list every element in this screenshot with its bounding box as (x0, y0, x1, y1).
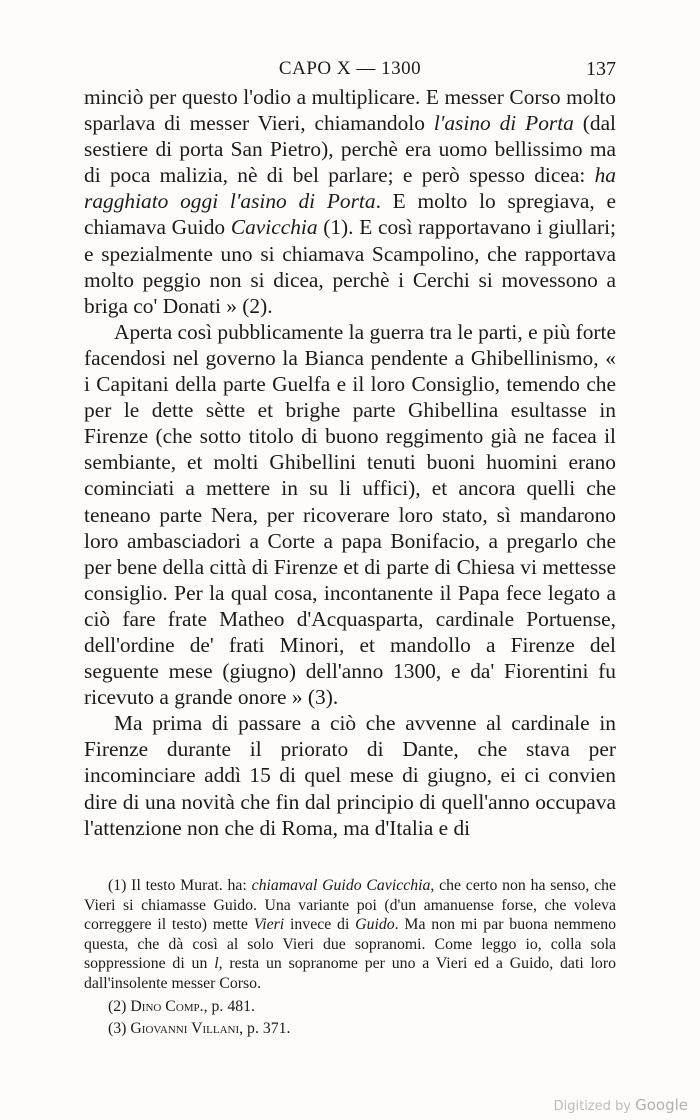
digitization-watermark: Digitized by Google (553, 1096, 688, 1114)
footnotes (84, 876, 616, 1039)
footnote-2: (2) Dino Comp., p. 481. (108, 997, 255, 1015)
footnote-1: (1) Il testo Murat. ha: chiamaval Guido Cavicchia, che certo non ha senso, che Vieri si chiamasse Guido. Una variante poi (d'un amanuense forse, che voleva correggere il testo) mette Vieri invece di Guido. Ma non mi par buona nemmeno questa, che dà così al solo Vieri due sopranomi. Come leggo io, colla sola soppressione di un l, resta un sopranome per uno a Vieri ed a Guido, dati loro dall'insolente messer Corso. (84, 877, 617, 992)
main-text (84, 84, 616, 841)
page-number: 137 (586, 58, 616, 80)
google-logo: Google (635, 1096, 688, 1114)
paragraph-1: minciò per questo l'odio a multiplicare. E messer Corso molto sparlava di messer Vieri, chiamandolo l'asino di Porta (dal sestiere di porta San Pietro), perchè era uomo bellissimo ma di poca malizia, nè di bel parlare; e però spesso dicea: ha ragghiato oggi l'asino di Porta. E molto lo spregiava, e chiamava Guido Cavicchia (1). E così rapportavano i giullari; e spezialmente uno si chiamava Scampolino, che rapportava molto peggio non si dicea, perchè i Cerchi si movessono a briga co' Donati » (2). (84, 85, 616, 318)
chapter-title: CAPO X — 1300 (278, 58, 422, 79)
running-header (84, 58, 616, 82)
paragraph-2: Aperta così pubblicamente la guerra tra le parti, e più forte facendosi nel governo la Bianca pendente a Ghibellinismo, « i Capitani della parte Guelfa e il loro Consiglio, temendo che per le dette sètte et brighe parte Ghibellina esultasse in Firenze (che sotto titolo di buono reggimento già ne facea il sembiante, et molti Ghibellini tenuti buoni huomini erano cominciati a mettere in su li uffici), et ancora quelli che teneano parte Nera, per ricoverare loro stato, sì mandarono loro ambasciadori a Corte a papa Bonifacio, a pregarlo che per bene della città di Firenze et di parte di Chiesa vi mettesse consiglio. Per la qual cosa, incontanente il Papa fece legato a ciò fare frate Matheo d'Acquasparta, cardinale Portuense, dell'ordine de' frati Minori, et mandollo a Firenze del seguente mese (giugno) dell'anno 1300, e da' Fiorentini fu ricevuto a grande onore » (3). (84, 319, 616, 710)
footnote-3: (3) Giovanni Villani, p. 371. (108, 1020, 291, 1038)
paragraph-3: Ma prima di passare a ciò che avvenne al cardinale in Firenze durante il priorato di Dante, che stava per incominciare addì 15 di quel mese di giugno, ei ci convien dire di una novità che fin dal principio di quell'anno occupava l'attenzione non che di Roma, ma d'Italia e di (84, 711, 616, 840)
